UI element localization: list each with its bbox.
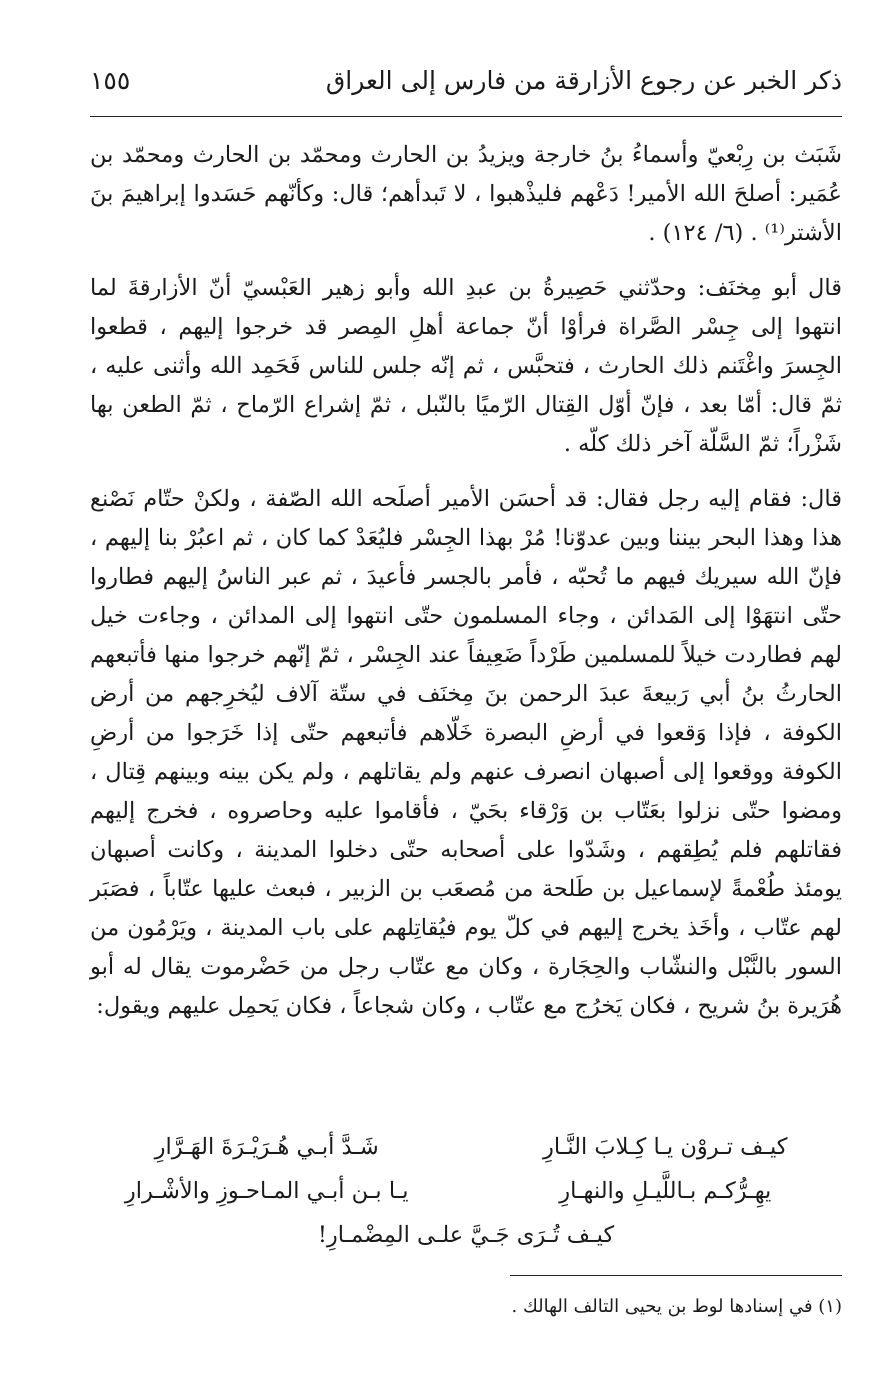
poem-verse-1 — [90, 1125, 842, 1169]
hemistich-first: يهِـرُّكـم بـاللَّيـلِ والنهـارِ — [559, 1178, 772, 1204]
footnote-rule — [510, 1275, 842, 1276]
main-text — [90, 136, 842, 1026]
page-number: ١٥٥ — [90, 66, 131, 95]
page-header — [90, 66, 842, 112]
paragraph-3: قال: فقام إليه رجل فقال: قد أحسَن الأمير أصلَحه الله الصّفة ، ولكنْ حتّام نَصْنع هذا وهذا البحر بيننا وبين عدوّنا! مُرْ بهذا الجِسْر فليُعَدْ كما كان ، ثم اعبُرْ بنا إليهم ، فإنّ الله سيريك فيهم ما تُحبّه ، فأمر بالجسر فأعيدَ ، ثم عبر الناسُ إليهم فطاروا حتّى انتهَوْا إلى المَدائن ، وجاء المسلمون حتّى انتهوا إلى المدائن ، وجاءت خيل لهم فطاردت خيلاً للمسلمين طَرْداً ضَعِيفاً عند الجِسْر ، ثمّ إنّهم خرجوا منها فأتبعهم الحارثُ بنُ أبي رَبيعةَ عبدَ الرحمن بنَ مِخنَف في ستّة آلاف ليُخرِجهم من أرض الكوفة ، فإذا وَقعوا في أرضِ البصرة خَلّاهم فأتبعهم حتّى إذا خَرَجوا من أرضِ الكوفة ووقعوا إلى أصبهان انصرف عنهم ولم يقاتلهم ، ولم يكن بينه وبينهم قِتال ، ومضوا حتّى نزلوا بعَتّاب بن وَرْقاء بحَيّ ، فأقاموا عليه وحاصروه ، فخرج إليهم فقاتلهم فلم يُطِقهم ، وشَدّوا على أصحابه حتّى دخلوا المدينة ، وكانت أصبهان يومئذ طُعْمةً لإسماعيل بن طَلحة من مُصعَب بن الزبير ، فبعث عليها عتّاباً ، فصَبَر لهم عتّاب ، وأخَذ يخرج إليهم في كلّ يوم فيُقاتِلهم على باب المدينة ، ويَرْمُون من السور بالنَّبْل والنشّاب والحِجَارة ، وكان مع عتّاب رجل من حَضْرموت يقال له أبو هُرَيرة بنُ شريح ، فكان يَخرُج مع عتّاب ، وكان شجاعاً ، فكان يَحمِل عليهم ويقول: — [90, 486, 842, 1019]
hemistich-second: شَـدَّ أبـي هُـرَيْـرَةَ الهَـرَّارِ — [154, 1134, 379, 1160]
paragraph-1: شَبَث بن رِبْعيّ وأسماءُ بنُ خارجة ويزيدُ بن الحارث ومحمّد بن الحارث ومحمّد بن عُمَير: أصلحَ الله الأمير! دَعْهم فليذْهبوا ، لا تَبدأهم؛ قال: وكأنّهم حَسَدوا إبراهيمَ بنَ الأشتر⁽¹⁾ . (٦/ ١٢٤) . — [90, 142, 842, 246]
running-title: ذكر الخبر عن رجوع الأزارقة من فارس إلى العراق — [325, 66, 842, 95]
paragraph-2: قال أبو مِخنَف: وحدّثني حَصِيرةُ بن عبدِ الله وأبو زهير العَبْسيّ أنّ الأزارقةَ لما انتهوا إلى جِسْر الصَّراة فرأوْا أنّ جماعة أهلِ المِصر قد خرجوا إليهم ، قطعوا الجِسرَ واغْتَنم ذلك الحارث ، فتحبَّس ، ثم إنّه جلس للناس فَحَمِد الله وأثنى عليه ، ثمّ قال: أمّا بعد ، فإنّ أوّل القِتال الرّميًا بالنّبل ، ثمّ إشراع الرّماح ، ثمّ الطعن بها شَزْراً؛ ثمّ السَّلّة آخر ذلك كلّه . — [90, 275, 842, 457]
poem — [90, 1125, 842, 1257]
hemistich-first: كيـف تـروْن يـا كِـلابَ النَّـارِ — [543, 1134, 788, 1160]
poem-verse-2 — [90, 1169, 842, 1213]
footnote: (١) في إسنادها لوط بن يحيى التالف الهالك . — [511, 1296, 842, 1317]
hemistich-second: يـا بـن أبـي المـاحـوزِ والأشْـرارِ — [124, 1178, 409, 1204]
header-rule — [90, 116, 842, 117]
poem-verse-3: كيـف تُـرَى جَـيَّ علـى المِضْمـارِ! — [317, 1222, 615, 1248]
